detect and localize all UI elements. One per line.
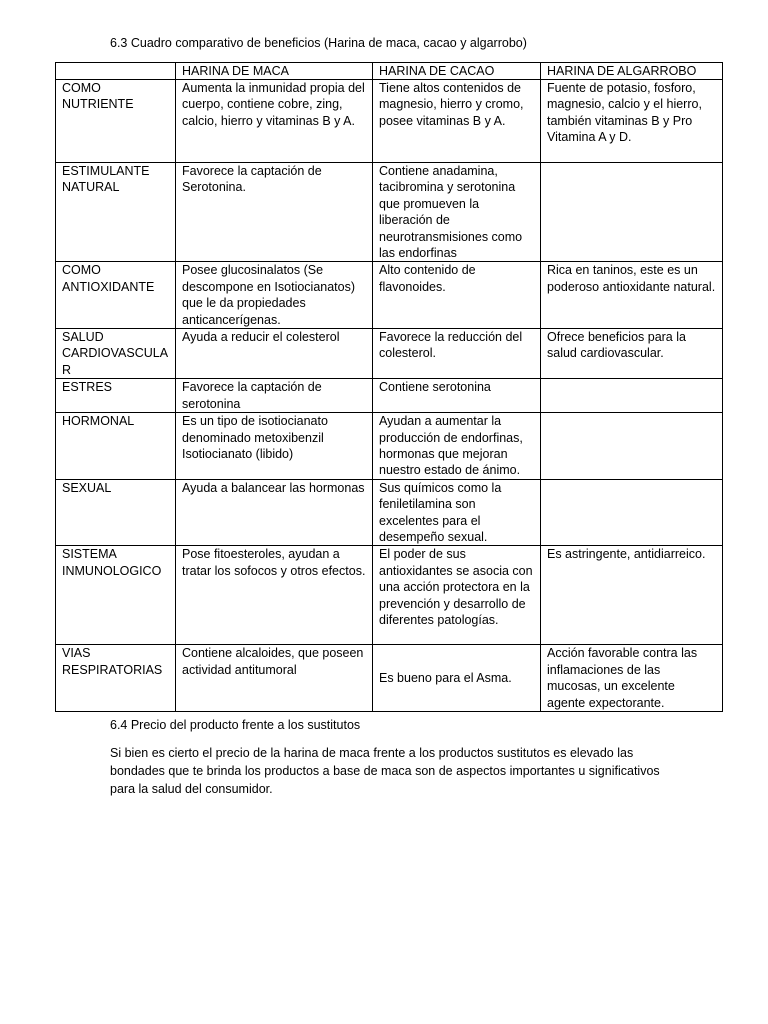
cacao-cell: Ayudan a aumentar la producción de endorfinas, hormonas que mejoran nuestro estado de ánimo. [373, 413, 541, 480]
section-paragraph: Si bien es cierto el precio de la harina de maca frente a los productos sustitutos es elevado las bondades que te brinda los productos a base de maca son de aspectos importantes u significativos para la salud del consumidor. [110, 746, 660, 796]
algarrobo-cell: Fuente de potasio, fosforo, magnesio, calcio y el hierro, también vitaminas B y Pro Vitamina A y D. [541, 80, 723, 163]
maca-cell: Ayuda a reducir el colesterol [176, 329, 373, 379]
algarrobo-cell: Ofrece beneficios para la salud cardiovascular. [541, 329, 723, 379]
header-cell-maca: HARINA DE MACA [176, 63, 373, 80]
table-row [56, 413, 723, 480]
maca-cell: Favorece la captación de serotonina [176, 379, 373, 413]
cacao-cell: Es bueno para el Asma. [373, 645, 541, 712]
cacao-cell: Favorece la reducción del colesterol. [373, 329, 541, 379]
algarrobo-cell: Rica en taninos, este es un poderoso antioxidante natural. [541, 262, 723, 329]
table-header-row [56, 63, 723, 80]
maca-cell: Posee glucosinalatos (Se descompone en Isotiocianatos) que le da propiedades anticancerígenas. [176, 262, 373, 329]
cacao-cell: Tiene altos contenidos de magnesio, hierro y cromo, posee vitaminas B y A. [373, 80, 541, 163]
maca-cell: Favorece la captación de Serotonina. [176, 163, 373, 262]
table-row [56, 262, 723, 329]
algarrobo-cell: Acción favorable contra las inflamaciones de las mucosas, un excelente agente expectorante. [541, 645, 723, 712]
algarrobo-cell [541, 379, 723, 413]
row-category-cell: HORMONAL [56, 413, 176, 480]
algarrobo-cell [541, 163, 723, 262]
header-cell-algarrobo: HARINA DE ALGARROBO [541, 63, 723, 80]
row-category-cell: SISTEMA INMUNOLOGICO [56, 546, 176, 645]
cacao-cell: Sus químicos como la feniletilamina son excelentes para el desempeño sexual. [373, 479, 541, 546]
table-row [56, 479, 723, 546]
table-row [56, 546, 723, 645]
row-category-cell: ESTIMULANTE NATURAL [56, 163, 176, 262]
cacao-cell: El poder de sus antioxidantes se asocia con una acción protectora en la prevención y desarrollo de diferentes patologías. [373, 546, 541, 645]
row-category-cell: SEXUAL [56, 479, 176, 546]
row-category-cell: COMO NUTRIENTE [56, 80, 176, 163]
row-category-cell: COMO ANTIOXIDANTE [56, 262, 176, 329]
algarrobo-cell [541, 479, 723, 546]
row-category-cell: SALUD CARDIOVASCULAR [56, 329, 176, 379]
cacao-cell: Contiene anadamina, tacibromina y serotonina que promueven la liberación de neurotransmisiones como las endorfinas [373, 163, 541, 262]
section-heading-6-3: 6.3 Cuadro comparativo de beneficios (Harina de maca, cacao y algarrobo) [110, 36, 527, 50]
maca-cell: Contiene alcaloides, que poseen actividad antitumoral [176, 645, 373, 712]
cacao-cell: Alto contenido de flavonoides. [373, 262, 541, 329]
maca-cell: Es un tipo de isotiocianato denominado metoxibenzil Isotiocianato (libido) [176, 413, 373, 480]
section-heading-6-4: 6.4 Precio del producto frente a los sustitutos [110, 718, 361, 732]
benefits-comparison-table [55, 62, 723, 712]
header-cell-cacao: HARINA DE CACAO [373, 63, 541, 80]
table-row [56, 379, 723, 413]
table-row [56, 645, 723, 712]
table-row [56, 163, 723, 262]
row-category-cell: VIAS RESPIRATORIAS [56, 645, 176, 712]
algarrobo-cell: Es astringente, antidiarreico. [541, 546, 723, 645]
cacao-cell: Contiene serotonina [373, 379, 541, 413]
maca-cell: Pose fitoesteroles, ayudan a tratar los sofocos y otros efectos. [176, 546, 373, 645]
maca-cell: Ayuda a balancear las hormonas [176, 479, 373, 546]
table-row [56, 80, 723, 163]
algarrobo-cell [541, 413, 723, 480]
header-cell-empty [56, 63, 176, 80]
table-row [56, 329, 723, 379]
maca-cell: Aumenta la inmunidad propia del cuerpo, contiene cobre, zing, calcio, hierro y vitaminas B y A. [176, 80, 373, 163]
row-category-cell: ESTRES [56, 379, 176, 413]
